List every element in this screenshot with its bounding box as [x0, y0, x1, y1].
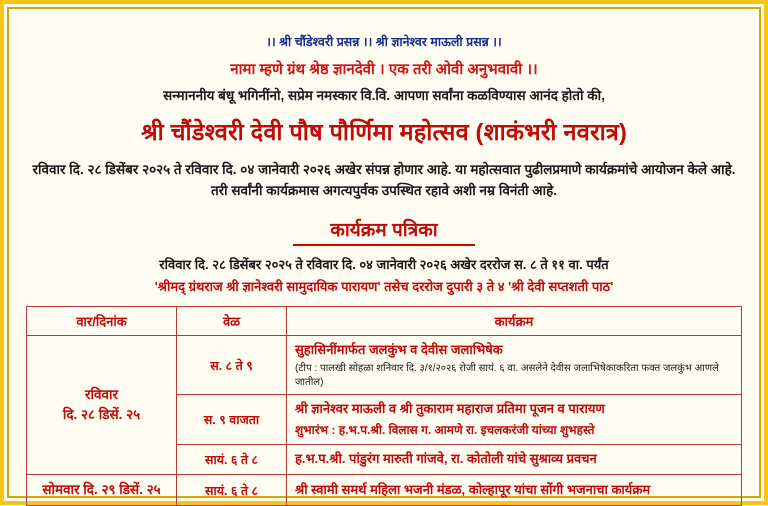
row-program-cell	[287, 475, 742, 506]
program-text: श्री ज्ञानेश्वर माऊली व श्री तुकाराम महाराज प्रतिमा पूजन व पारायण	[295, 401, 605, 417]
table-header-row	[27, 307, 742, 336]
program-text: सुहासिनींमार्फत जलकुंभ व देवीस जलाभिषेक	[295, 342, 503, 358]
day-date: दि. २८ डिसें. २५	[62, 407, 141, 423]
row-time-cell: सायं. ६ ते ८	[177, 445, 287, 475]
verse-line: नामा म्हणे ग्रंथ श्रेष्ठ ज्ञानदेवी । एक तरी ओवी अनुभवावी ।।	[230, 60, 538, 78]
row-program-cell	[287, 395, 742, 445]
invocation-line: ।। श्री चौंडेश्वरी प्रसन्न ।। श्री ज्ञानेश्वर माऊली प्रसन्न ।।	[266, 35, 502, 49]
row-program-cell	[287, 445, 742, 475]
poster-content	[26, 34, 742, 503]
day-name: रविवार	[84, 386, 119, 402]
column-header-time: वेळ	[177, 307, 287, 336]
row-day-cell	[27, 336, 177, 475]
schedule-note: रविवार दि. २८ डिसेंबर २०२५ ते रविवार दि. ०४ जानेवारी २०२६ अखेर दररोज स. ८ ते ११ वा. पर्यंत	[159, 256, 609, 272]
festival-dates-paragraph: रविवार दि. २८ डिसेंबर २०२५ ते रविवार दि. ०४ जानेवारी २०२६ अखेर संपन्न होणार आहे. या महोत्सवात पुढीलप्रमाणे कार्यक्रमांचे आयोजन केले आहे. तरी सर्वांनी कार्यक्रमास अगत्यपुर्वक उपस्थित रहावे अशी नम्र विनंती आहे.	[32, 162, 736, 199]
program-subtext: शुभारंभ : ह.भ.प.श्री. विलास ग. आमणे रा. इचलकरंजी यांच्या शुभहस्ते	[295, 422, 595, 437]
program-heading-wrap	[26, 216, 742, 246]
page-title: श्री चौंडेश्वरी देवी पौष पौर्णिमा महोत्सव (शाकंभरी नवरात्र)	[140, 119, 628, 146]
heading-underline	[293, 244, 475, 246]
program-text: श्री स्वामी समर्थ महिला भजनी मंडळ, कोल्हापूर यांचा सोंगी भजनाचा कार्यक्रम	[295, 481, 651, 497]
row-program-cell	[287, 336, 742, 395]
program-text: ह.भ.प.श्री. पांडुरंग मारुती गांजवे, रा. कोतोली यांचे सुश्राव्य प्रवचन	[295, 451, 597, 467]
column-header-program: कार्यक्रम	[287, 307, 742, 336]
parayan-note: 'श्रीमद् ग्रंथराज श्री ज्ञानेश्वरी सामुदायिक पारायण' तसेच दररोज दुपारी ३ ते ४ 'श्री देवी सप्तशती पाठ'	[154, 279, 614, 295]
row-time-cell: सायं. ६ ते ८	[177, 475, 287, 506]
program-heading: कार्यक्रम पत्रिका	[330, 219, 438, 241]
row-time-cell: स. ८ ते ९	[177, 336, 287, 395]
column-header-day: वार/दिनांक	[27, 307, 177, 336]
table-row	[27, 336, 742, 395]
row-day-cell	[27, 475, 177, 506]
table-row	[27, 475, 742, 506]
greeting-line: सन्माननीय बंधू भगिनींनो, सप्रेम नमस्कार वि.वि. आपणा सर्वांना कळविण्यास आनंद होतो की,	[163, 88, 605, 104]
row-time-cell: स. ९ वाजता	[177, 395, 287, 445]
program-note: (टीप : पालखी सोहळा शनिवार दि. ३/१/२०२६ रोजी सायं. ६ वा. असलेने देवीस जलाभिषेकाकरिता फक्त जलकुंभ आणले जातील)	[295, 363, 719, 388]
table-body	[27, 336, 742, 506]
schedule-table	[26, 306, 742, 506]
table-header	[27, 307, 742, 336]
day-name: सोमवार दि. २९ डिसें. २५	[42, 482, 161, 498]
